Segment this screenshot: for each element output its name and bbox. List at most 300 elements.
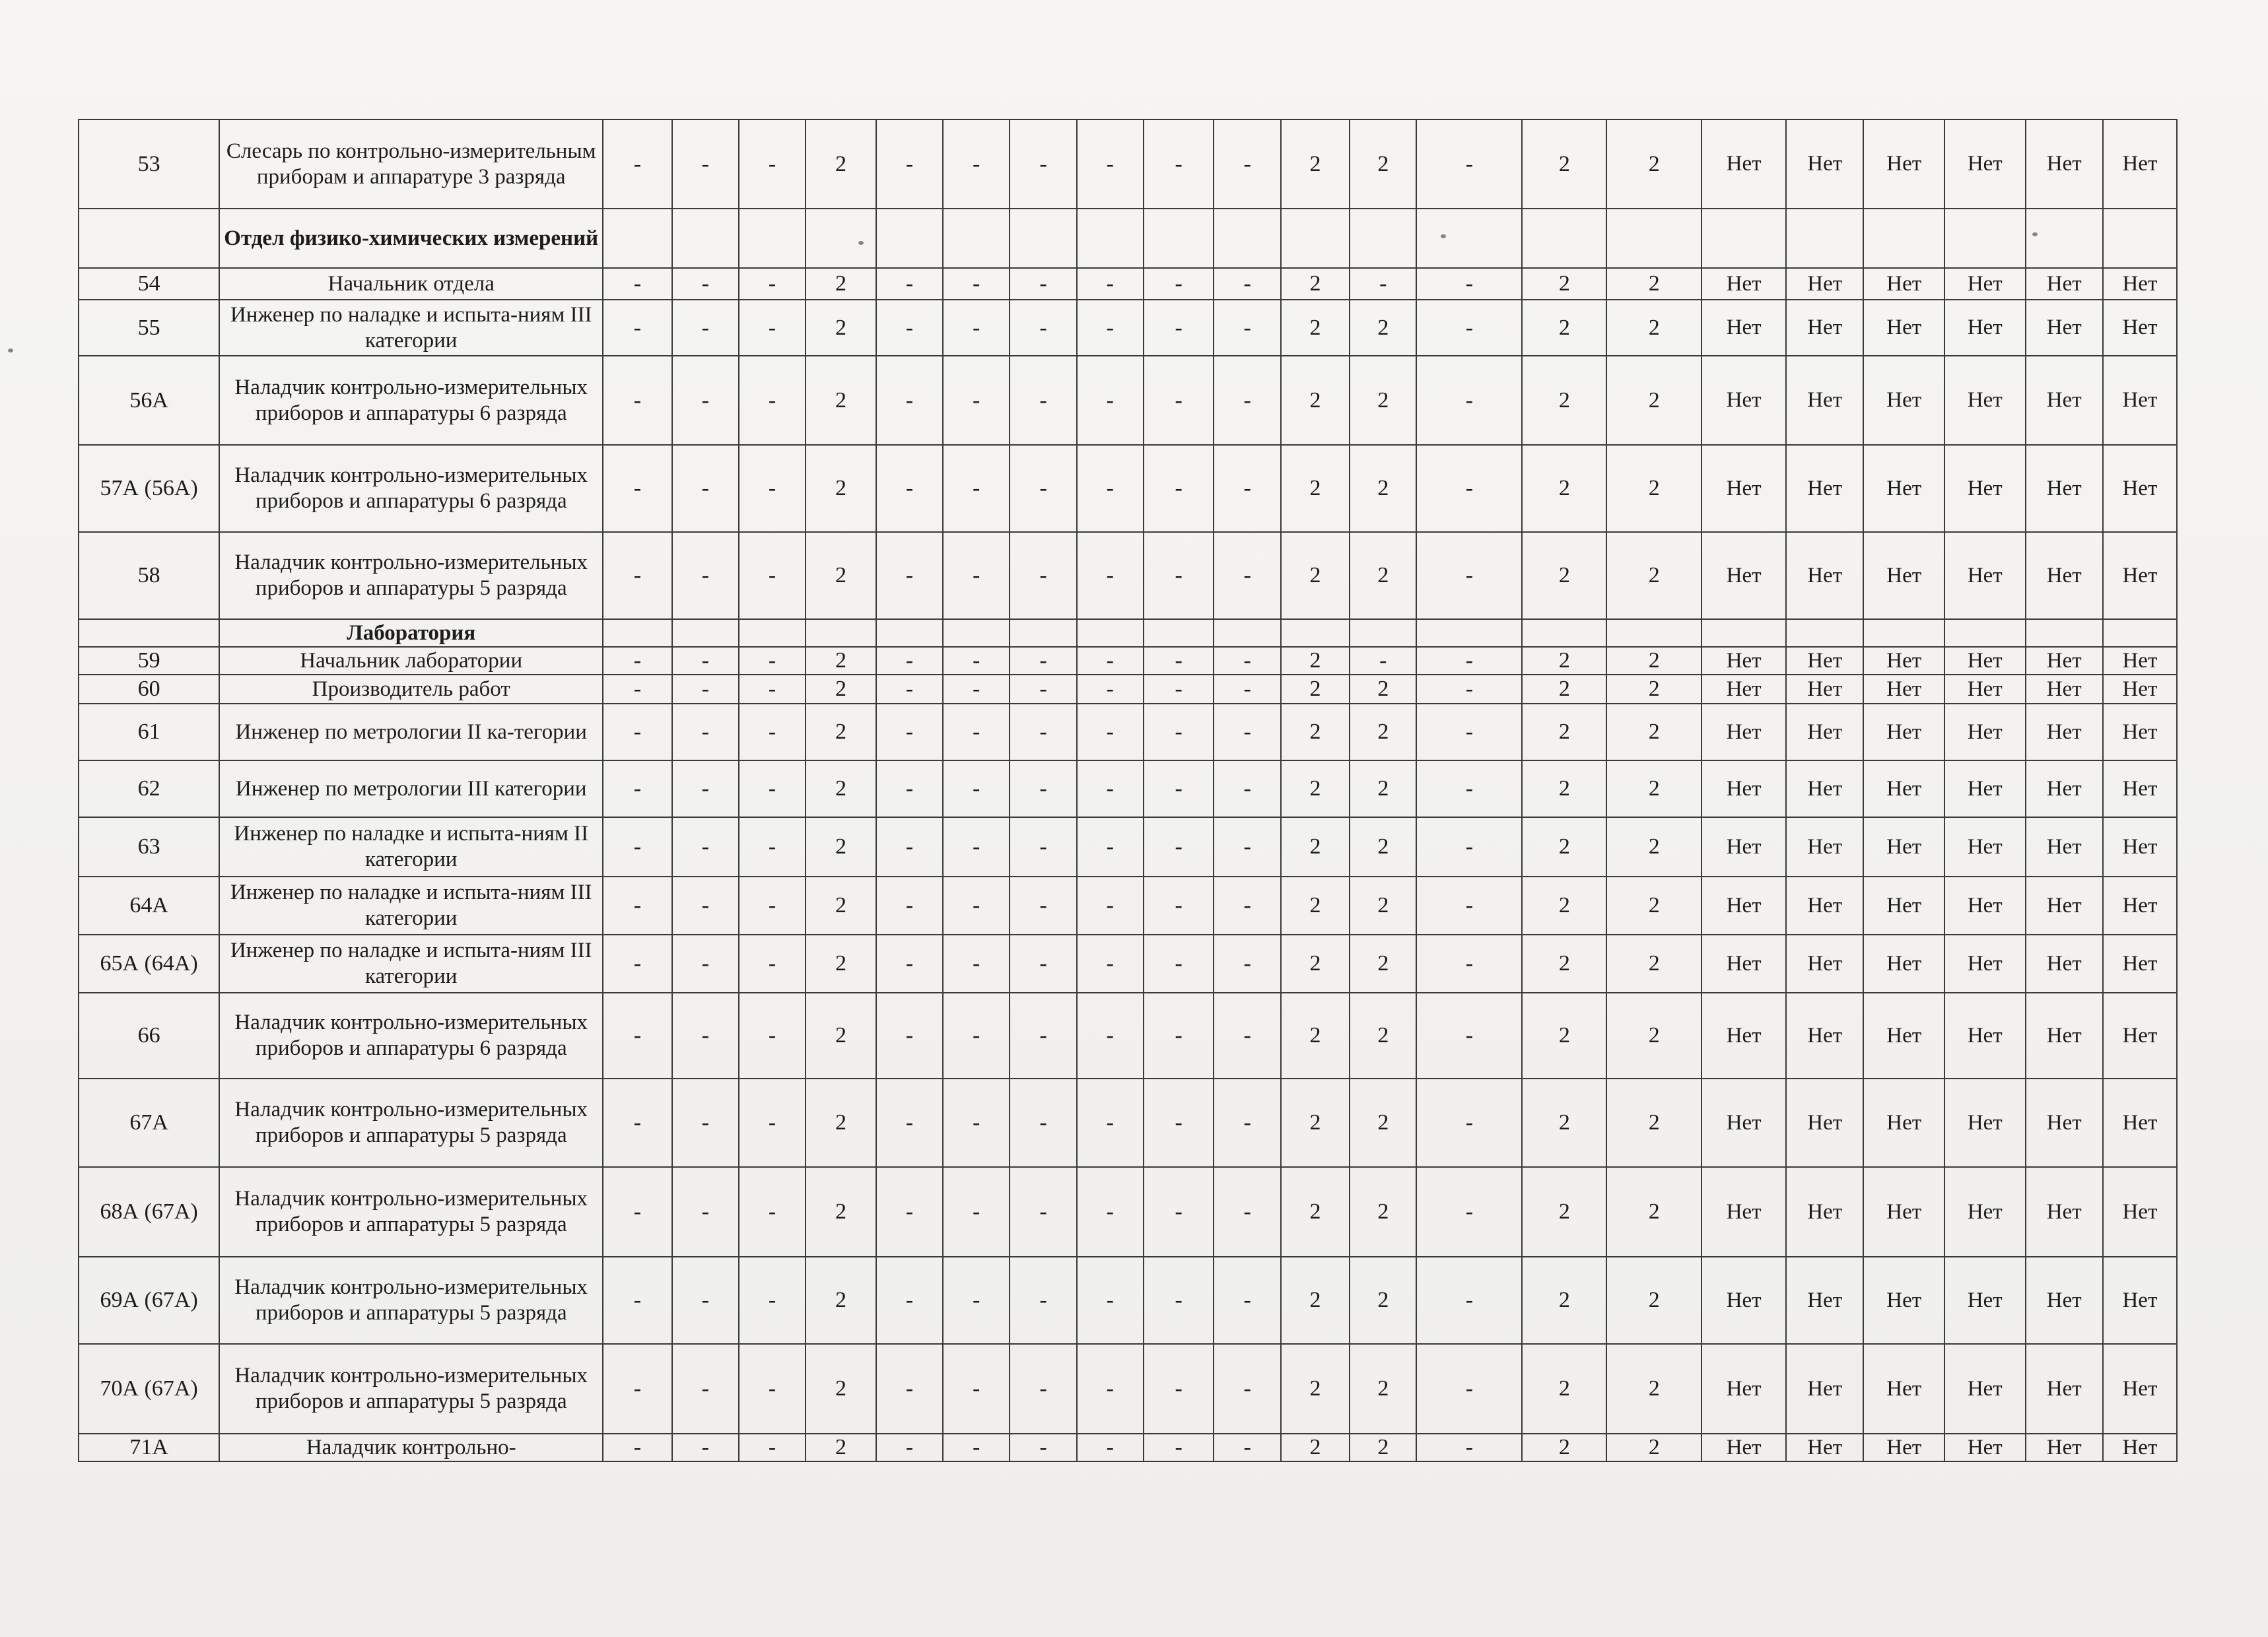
class-value-cell: - <box>1416 935 1522 993</box>
class-value-cell: - <box>1214 1344 1280 1434</box>
class-value-cell: - <box>1077 1344 1144 1434</box>
class-value-cell: 2 <box>1522 704 1606 760</box>
class-value-cell: - <box>1350 647 1416 675</box>
empty-cell <box>943 619 1010 647</box>
class-value-cell: - <box>1010 647 1076 675</box>
table-row <box>79 1167 2177 1257</box>
class-value-cell: - <box>876 935 943 993</box>
class-value-cell: - <box>739 1257 806 1344</box>
empty-cell <box>943 209 1010 268</box>
guarantee-cell: Нет <box>1863 935 1944 993</box>
class-value-cell: 2 <box>1606 1434 1701 1461</box>
class-value-cell: - <box>739 119 806 209</box>
empty-cell <box>1350 209 1416 268</box>
empty-cell <box>1010 209 1076 268</box>
class-value-cell: 2 <box>1606 993 1701 1079</box>
class-value-cell: - <box>943 675 1010 704</box>
class-value-cell: - <box>739 300 806 356</box>
class-value-cell: 2 <box>1281 1257 1350 1344</box>
position-name-cell: Инженер по наладке и испыта-ниям III категории <box>219 877 603 935</box>
empty-cell <box>1077 619 1144 647</box>
class-value-cell: 2 <box>1281 993 1350 1079</box>
guarantee-cell: Нет <box>1863 532 1944 619</box>
guarantee-cell: Нет <box>1863 647 1944 675</box>
class-value-cell: 2 <box>1606 1079 1701 1167</box>
guarantee-cell: Нет <box>1863 119 1944 209</box>
position-name-cell: Наладчик контрольно-измерительных приборов и аппаратуры 6 разряда <box>219 993 603 1079</box>
row-number-cell <box>79 209 219 268</box>
class-value-cell: - <box>1077 532 1144 619</box>
class-value-cell: 2 <box>1281 647 1350 675</box>
class-value-cell: - <box>1077 445 1144 532</box>
class-value-cell: - <box>943 1434 1010 1461</box>
class-value-cell: - <box>876 356 943 445</box>
class-value-cell: 2 <box>1522 675 1606 704</box>
class-value-cell: - <box>1214 877 1280 935</box>
guarantee-cell: Нет <box>2026 268 2103 300</box>
class-value-cell: - <box>672 119 739 209</box>
row-number-cell: 53 <box>79 119 219 209</box>
guarantee-cell: Нет <box>1863 1434 1944 1461</box>
class-value-cell: - <box>1214 935 1280 993</box>
empty-cell <box>1214 209 1280 268</box>
table-row <box>79 300 2177 356</box>
class-value-cell: 2 <box>806 532 876 619</box>
class-value-cell: - <box>876 268 943 300</box>
class-value-cell: - <box>1077 1167 1144 1257</box>
class-value-cell: - <box>1077 760 1144 817</box>
guarantee-cell: Нет <box>2026 817 2103 877</box>
guarantee-cell: Нет <box>2026 1434 2103 1461</box>
guarantee-cell: Нет <box>1701 877 1786 935</box>
guarantee-cell: Нет <box>1701 300 1786 356</box>
guarantee-cell: Нет <box>1786 1344 1863 1434</box>
guarantee-cell: Нет <box>2026 760 2103 817</box>
guarantee-cell: Нет <box>1944 356 2026 445</box>
class-value-cell: - <box>876 1079 943 1167</box>
row-number-cell: 54 <box>79 268 219 300</box>
class-value-cell: - <box>1214 647 1280 675</box>
class-value-cell: - <box>1214 119 1280 209</box>
class-value-cell: 2 <box>1281 704 1350 760</box>
empty-cell <box>1701 619 1786 647</box>
class-value-cell: - <box>603 1167 671 1257</box>
class-value-cell: - <box>1010 1434 1076 1461</box>
class-value-cell: - <box>1416 119 1522 209</box>
class-value-cell: 2 <box>1281 1344 1350 1434</box>
class-value-cell: 2 <box>1350 1167 1416 1257</box>
guarantee-cell: Нет <box>2103 1344 2177 1434</box>
class-value-cell: 2 <box>1522 877 1606 935</box>
guarantee-cell: Нет <box>2103 675 2177 704</box>
class-value-cell: 2 <box>1350 119 1416 209</box>
class-value-cell: 2 <box>1522 817 1606 877</box>
empty-cell <box>1863 619 1944 647</box>
class-value-cell: - <box>1144 1079 1214 1167</box>
guarantee-cell: Нет <box>2103 300 2177 356</box>
class-value-cell: 2 <box>1350 445 1416 532</box>
class-value-cell: - <box>739 817 806 877</box>
guarantee-cell: Нет <box>1863 760 1944 817</box>
class-value-cell: - <box>1416 877 1522 935</box>
class-value-cell: - <box>1144 532 1214 619</box>
class-value-cell: - <box>1010 675 1076 704</box>
class-value-cell: - <box>876 877 943 935</box>
class-value-cell: - <box>1416 704 1522 760</box>
class-value-cell: 2 <box>1606 1167 1701 1257</box>
guarantee-cell: Нет <box>1786 445 1863 532</box>
class-value-cell: - <box>603 704 671 760</box>
position-name-cell: Слесарь по контрольно-измерительным приборам и аппаратуре 3 разряда <box>219 119 603 209</box>
guarantee-cell: Нет <box>1786 993 1863 1079</box>
guarantee-cell: Нет <box>1944 760 2026 817</box>
class-value-cell: 2 <box>806 704 876 760</box>
class-value-cell: - <box>1214 356 1280 445</box>
class-value-cell: - <box>943 760 1010 817</box>
guarantee-cell: Нет <box>1863 993 1944 1079</box>
class-value-cell: - <box>1416 445 1522 532</box>
class-value-cell: - <box>1144 119 1214 209</box>
class-value-cell: 2 <box>806 300 876 356</box>
empty-cell <box>2103 209 2177 268</box>
empty-cell <box>1281 209 1350 268</box>
guarantee-cell: Нет <box>2103 647 2177 675</box>
class-value-cell: - <box>1077 1257 1144 1344</box>
guarantee-cell: Нет <box>1701 268 1786 300</box>
class-value-cell: - <box>943 1167 1010 1257</box>
guarantee-cell: Нет <box>2026 647 2103 675</box>
class-value-cell: - <box>1214 1434 1280 1461</box>
class-value-cell: - <box>603 1434 671 1461</box>
class-value-cell: - <box>1077 356 1144 445</box>
class-value-cell: - <box>1077 300 1144 356</box>
guarantee-cell: Нет <box>2103 356 2177 445</box>
position-name-cell: Наладчик контрольно-измерительных приборов и аппаратуры 6 разряда <box>219 445 603 532</box>
class-value-cell: - <box>672 445 739 532</box>
table-row <box>79 935 2177 993</box>
class-value-cell: - <box>739 268 806 300</box>
class-value-cell: 2 <box>1281 445 1350 532</box>
guarantee-cell: Нет <box>1701 356 1786 445</box>
position-name-cell: Производитель работ <box>219 675 603 704</box>
class-value-cell: 2 <box>1606 532 1701 619</box>
guarantee-cell: Нет <box>1701 935 1786 993</box>
guarantee-cell: Нет <box>2026 1079 2103 1167</box>
class-value-cell: 2 <box>1281 268 1350 300</box>
class-value-cell: - <box>1214 1079 1280 1167</box>
position-name-cell: Инженер по наладке и испыта-ниям III категории <box>219 300 603 356</box>
class-value-cell: 2 <box>1522 760 1606 817</box>
class-value-cell: - <box>1010 993 1076 1079</box>
class-value-cell: 2 <box>1606 675 1701 704</box>
empty-cell <box>1944 619 2026 647</box>
class-value-cell: - <box>1077 877 1144 935</box>
class-value-cell: - <box>603 760 671 817</box>
guarantee-cell: Нет <box>2103 445 2177 532</box>
class-value-cell: - <box>672 935 739 993</box>
guarantee-cell: Нет <box>1863 445 1944 532</box>
guarantee-cell: Нет <box>1944 704 2026 760</box>
class-value-cell: - <box>672 1257 739 1344</box>
class-value-cell: - <box>1144 1434 1214 1461</box>
guarantee-cell: Нет <box>1944 935 2026 993</box>
class-value-cell: - <box>1144 300 1214 356</box>
empty-cell <box>1350 619 1416 647</box>
class-value-cell: - <box>943 935 1010 993</box>
guarantee-cell: Нет <box>1701 993 1786 1079</box>
class-value-cell: 2 <box>1350 1434 1416 1461</box>
class-value-cell: - <box>943 1079 1010 1167</box>
class-value-cell: - <box>1010 1167 1076 1257</box>
class-value-cell: - <box>876 1434 943 1461</box>
guarantee-cell: Нет <box>1786 1434 1863 1461</box>
class-value-cell: 2 <box>806 1079 876 1167</box>
position-name-cell: Наладчик контрольно-измерительных приборов и аппаратуры 5 разряда <box>219 1344 603 1434</box>
position-name-cell: Наладчик контрольно- <box>219 1434 603 1461</box>
guarantee-cell: Нет <box>1786 532 1863 619</box>
guarantee-cell: Нет <box>1786 300 1863 356</box>
class-value-cell: 2 <box>1522 356 1606 445</box>
class-value-cell: 2 <box>1606 760 1701 817</box>
guarantee-cell: Нет <box>1944 647 2026 675</box>
class-value-cell: - <box>672 993 739 1079</box>
class-value-cell: 2 <box>806 877 876 935</box>
class-value-cell: 2 <box>1522 1434 1606 1461</box>
position-name-cell: Наладчик контрольно-измерительных приборов и аппаратуры 5 разряда <box>219 1167 603 1257</box>
guarantee-cell: Нет <box>2103 935 2177 993</box>
class-value-cell: - <box>1214 268 1280 300</box>
class-value-cell: 2 <box>806 119 876 209</box>
table-row <box>79 817 2177 877</box>
guarantee-cell: Нет <box>2026 300 2103 356</box>
class-value-cell: 2 <box>806 1344 876 1434</box>
class-value-cell: 2 <box>1606 268 1701 300</box>
class-value-cell: - <box>603 356 671 445</box>
class-value-cell: - <box>943 356 1010 445</box>
empty-cell <box>876 209 943 268</box>
row-number-cell: 65А (64А) <box>79 935 219 993</box>
position-name-cell: Инженер по наладке и испыта-ниям III категории <box>219 935 603 993</box>
guarantee-cell: Нет <box>1944 445 2026 532</box>
class-value-cell: 2 <box>1522 935 1606 993</box>
class-value-cell: - <box>876 993 943 1079</box>
class-value-cell: - <box>603 993 671 1079</box>
guarantee-cell: Нет <box>2103 532 2177 619</box>
class-value-cell: - <box>603 1344 671 1434</box>
class-value-cell: - <box>672 300 739 356</box>
empty-cell <box>806 209 876 268</box>
scan-speck <box>1441 234 1446 238</box>
row-number-cell: 62 <box>79 760 219 817</box>
class-value-cell: 2 <box>1281 1167 1350 1257</box>
class-value-cell: - <box>943 817 1010 877</box>
guarantee-cell: Нет <box>1786 760 1863 817</box>
class-value-cell: - <box>1010 1079 1076 1167</box>
guarantee-cell: Нет <box>1863 300 1944 356</box>
guarantee-cell: Нет <box>1786 1257 1863 1344</box>
class-value-cell: - <box>739 704 806 760</box>
row-number-cell: 61 <box>79 704 219 760</box>
class-value-cell: 2 <box>1522 1257 1606 1344</box>
table-row <box>79 268 2177 300</box>
guarantee-cell: Нет <box>2103 268 2177 300</box>
empty-cell <box>1522 619 1606 647</box>
guarantee-cell: Нет <box>1863 1257 1944 1344</box>
class-value-cell: - <box>672 356 739 445</box>
class-value-cell: 2 <box>1281 760 1350 817</box>
guarantee-cell: Нет <box>2026 877 2103 935</box>
class-value-cell: - <box>603 1079 671 1167</box>
guarantee-cell: Нет <box>1701 119 1786 209</box>
class-value-cell: - <box>1214 445 1280 532</box>
empty-cell <box>1863 209 1944 268</box>
class-value-cell: - <box>876 119 943 209</box>
guarantee-cell: Нет <box>2026 445 2103 532</box>
class-value-cell: 2 <box>806 817 876 877</box>
class-value-cell: - <box>1144 647 1214 675</box>
class-value-cell: - <box>672 1167 739 1257</box>
class-value-cell: - <box>1010 445 1076 532</box>
class-value-cell: - <box>672 1344 739 1434</box>
class-value-cell: - <box>739 532 806 619</box>
guarantee-cell: Нет <box>2026 532 2103 619</box>
class-value-cell: 2 <box>806 760 876 817</box>
table-row <box>79 1344 2177 1434</box>
class-value-cell: - <box>739 1079 806 1167</box>
class-value-cell: - <box>739 1434 806 1461</box>
class-value-cell: 2 <box>1350 704 1416 760</box>
class-value-cell: 2 <box>1606 356 1701 445</box>
guarantee-cell: Нет <box>1944 675 2026 704</box>
guarantee-cell: Нет <box>1944 532 2026 619</box>
class-value-cell: - <box>672 704 739 760</box>
class-value-cell: - <box>1010 704 1076 760</box>
class-value-cell: - <box>739 675 806 704</box>
table-row <box>79 1257 2177 1344</box>
class-value-cell: - <box>943 877 1010 935</box>
empty-cell <box>739 619 806 647</box>
class-value-cell: 2 <box>1350 356 1416 445</box>
guarantee-cell: Нет <box>1786 356 1863 445</box>
class-value-cell: - <box>943 300 1010 356</box>
class-value-cell: - <box>739 877 806 935</box>
class-value-cell: 2 <box>1606 935 1701 993</box>
empty-cell <box>1786 619 1863 647</box>
class-value-cell: 2 <box>806 935 876 993</box>
table-row <box>79 532 2177 619</box>
empty-cell <box>806 619 876 647</box>
class-value-cell: - <box>1010 119 1076 209</box>
class-value-cell: - <box>672 760 739 817</box>
guarantee-cell: Нет <box>2103 119 2177 209</box>
class-value-cell: 2 <box>1522 1344 1606 1434</box>
class-value-cell: - <box>1416 268 1522 300</box>
class-value-cell: - <box>1144 877 1214 935</box>
class-value-cell: - <box>1010 532 1076 619</box>
class-value-cell: - <box>739 993 806 1079</box>
class-value-cell: - <box>1077 935 1144 993</box>
class-value-cell: - <box>1010 935 1076 993</box>
empty-cell <box>1416 619 1522 647</box>
class-value-cell: 2 <box>1522 300 1606 356</box>
class-value-cell: - <box>1214 993 1280 1079</box>
class-value-cell: 2 <box>1350 760 1416 817</box>
row-number-cell: 55 <box>79 300 219 356</box>
guarantee-cell: Нет <box>2026 993 2103 1079</box>
class-value-cell: - <box>1077 1434 1144 1461</box>
class-value-cell: - <box>739 1344 806 1434</box>
class-value-cell: - <box>1214 300 1280 356</box>
class-value-cell: - <box>1416 1434 1522 1461</box>
row-number-cell: 70А (67А) <box>79 1344 219 1434</box>
guarantee-cell: Нет <box>1701 1344 1786 1434</box>
guarantee-cell: Нет <box>1701 445 1786 532</box>
guarantee-cell: Нет <box>1944 1344 2026 1434</box>
guarantee-cell: Нет <box>2026 356 2103 445</box>
class-value-cell: - <box>943 704 1010 760</box>
guarantee-cell: Нет <box>2026 1344 2103 1434</box>
class-value-cell: - <box>603 268 671 300</box>
class-value-cell: 2 <box>1281 935 1350 993</box>
guarantee-cell: Нет <box>1786 647 1863 675</box>
class-value-cell: 2 <box>1606 817 1701 877</box>
class-value-cell: 2 <box>1350 817 1416 877</box>
class-value-cell: - <box>603 445 671 532</box>
class-value-cell: - <box>603 119 671 209</box>
row-number-cell: 57А (56А) <box>79 445 219 532</box>
class-value-cell: - <box>1214 817 1280 877</box>
class-value-cell: - <box>1416 1079 1522 1167</box>
guarantee-cell: Нет <box>2026 1257 2103 1344</box>
guarantee-cell: Нет <box>1786 877 1863 935</box>
row-number-cell: 59 <box>79 647 219 675</box>
class-value-cell: - <box>603 877 671 935</box>
class-value-cell: 2 <box>1350 532 1416 619</box>
class-value-cell: - <box>1214 675 1280 704</box>
class-value-cell: - <box>672 877 739 935</box>
class-value-cell: - <box>1416 817 1522 877</box>
class-value-cell: 2 <box>1522 1167 1606 1257</box>
empty-cell <box>1281 619 1350 647</box>
guarantee-cell: Нет <box>1786 268 1863 300</box>
class-value-cell: 2 <box>1522 647 1606 675</box>
table-row <box>79 877 2177 935</box>
guarantee-cell: Нет <box>1786 1167 1863 1257</box>
class-value-cell: - <box>943 532 1010 619</box>
scan-speck <box>2032 232 2038 236</box>
empty-cell <box>876 619 943 647</box>
guarantee-cell: Нет <box>2026 935 2103 993</box>
empty-cell <box>1606 209 1701 268</box>
row-number-cell: 69А (67А) <box>79 1257 219 1344</box>
guarantee-cell: Нет <box>1944 1167 2026 1257</box>
table-row <box>79 1434 2177 1461</box>
guarantee-cell: Нет <box>1786 935 1863 993</box>
empty-cell <box>2103 619 2177 647</box>
class-value-cell: - <box>1416 675 1522 704</box>
class-value-cell: 2 <box>1522 1079 1606 1167</box>
empty-cell <box>1010 619 1076 647</box>
class-value-cell: - <box>603 532 671 619</box>
guarantee-cell: Нет <box>1701 1079 1786 1167</box>
table-row <box>79 119 2177 209</box>
class-value-cell: - <box>1077 647 1144 675</box>
row-number-cell: 60 <box>79 675 219 704</box>
position-name-cell: Инженер по наладке и испыта-ниям II категории <box>219 817 603 877</box>
class-value-cell: 2 <box>806 993 876 1079</box>
empty-cell <box>2026 209 2103 268</box>
guarantee-cell: Нет <box>1786 119 1863 209</box>
